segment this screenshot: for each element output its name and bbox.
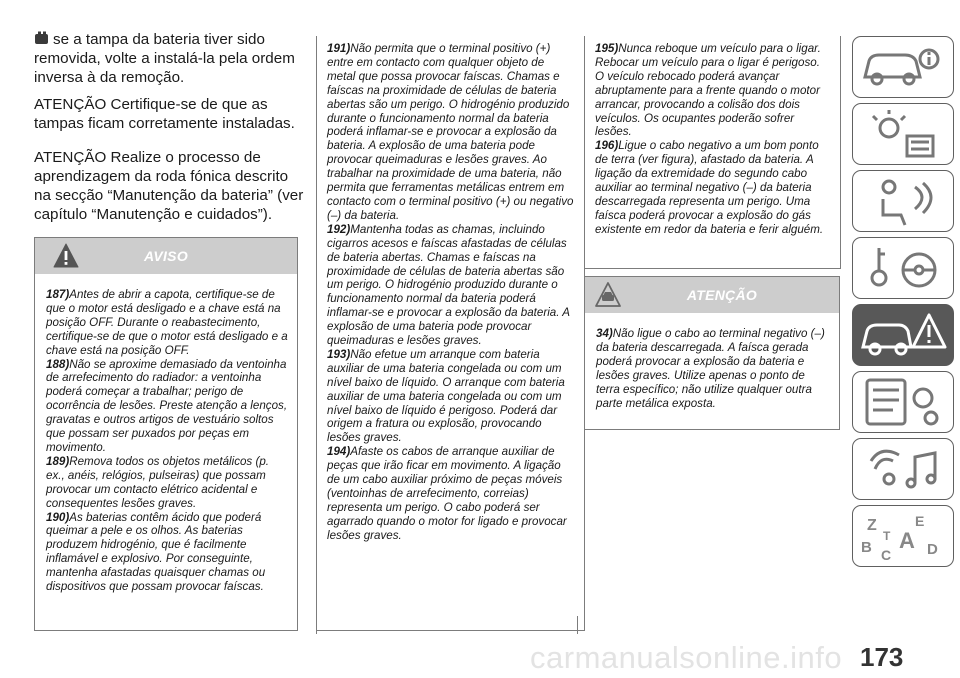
intro-paragraph-1: se a tampa da bateria tiver sido removida, volte a instalá-la pela ordem inversa à da remoção. <box>34 31 295 86</box>
page-number: 173 <box>860 642 904 672</box>
airbag-seat-icon[interactable] <box>852 170 954 232</box>
middle-warning-column <box>316 36 585 631</box>
column-divider <box>577 616 578 634</box>
maintenance-gear-icon[interactable] <box>852 371 954 433</box>
middle-item: 191)Não permita que o terminal positivo (+) entre em contacto com qualquer objeto de metal que possa provocar faíscas. Chamas e faíscas na proximidade de células de bateria abertas são um perigo. O hidrogénio produzido durante o funcionamento normal da bateria poderá inflamar-se e provocar a explosão da bateria. A explosão de uma bateria pode provocar queimaduras e lesões graves. Ao trabalhar na proximidade de uma bateria, não permita que ferramentas metálicas entrem em contacto com o terminal positivo (+) ou negativo (–) da bateria. <box>327 42 574 222</box>
dashboard-lights-icon[interactable] <box>852 103 954 165</box>
aviso-title: AVISO <box>143 248 189 264</box>
index-letter: Z <box>867 517 877 534</box>
aviso-body <box>35 274 297 602</box>
tick-bullet-icon <box>34 31 49 45</box>
intro-paragraph-3: ATENÇÃO Realize o processo de aprendizagem da roda fónica descrito na secção “Manutenção da bateria” (ver capítulo “Manutenção e cuidados”). <box>34 149 304 223</box>
aviso-header <box>35 238 297 274</box>
aviso-item: 188)Não se aproxime demasiado da ventoinha de arrefecimento do radiador: a ventoinha poderá começar a trabalhar; perigo de ocorrência de lesões. Preste atenção a lenços, gravatas e outros artigos de vestuário soltos que possam ser puxados por peças em movimento. <box>46 357 288 454</box>
intro-paragraph-2: ATENÇÃO Certifique-se de que as tampas ficam corretamente instaladas. <box>34 96 295 132</box>
atencao-body <box>585 313 839 418</box>
index-letter: C <box>881 547 892 563</box>
index-letter: B <box>861 539 872 556</box>
right-item: 196)Ligue o cabo negativo a um bom ponto de terra (ver figura), afastado da bateria. A ligação da extremidade do segundo cabo auxiliar ao terminal negativo (–) da bateria descarregada representa um perigo. Uma faísca poderá provocar a explosão do gás existente em redor da bateria e ferir alguém. <box>595 139 824 236</box>
atencao-caution-box <box>584 276 840 430</box>
aviso-item: 190)As baterias contêm ácido que poderá queimar a pele e os olhos. As baterias produzem hidrogénio, que é facilmente inflamável e explosivo. Por conseguinte, mantenha afastadas quaisquer chamas ou dispositivos que possam provocar faíscas. <box>46 510 266 594</box>
multimedia-icon[interactable] <box>852 438 954 500</box>
aviso-warning-box <box>34 237 298 631</box>
column-divider <box>316 616 317 634</box>
aviso-item: 187)Antes de abrir a capota, certifique-se de que o motor está desligado e a chave está na posição OFF. Durante o reabastecimento, certifique-se de que o motor está desligado e a chave está na posição OFF. <box>46 288 288 357</box>
index-letter: D <box>927 541 938 558</box>
alphabetical-index-icon[interactable] <box>852 505 954 567</box>
atencao-item: 34)Não ligue o cabo ao terminal negativo (–) da bateria descarregada. A faísca gerada poderá provocar a explosão da bateria e lesões graves. Utilize apenas o ponto de terra específico; não utilize qualquer outra parte metálica exposta. <box>596 327 825 410</box>
middle-item: 193)Não efetue um arranque com bateria auxiliar de uma bateria congelada ou com um nível baixo de líquido. O arranque com bateria auxiliar de uma bateria congelada ou com um nível baixo de líquido é perigoso. Poderá dar origem a fratura ou explosão, provocando lesões graves. <box>327 347 565 445</box>
watermark: carmanualsonline.info <box>530 640 843 675</box>
intro-text-column <box>34 30 304 239</box>
index-letter: E <box>915 513 925 529</box>
right-warning-column <box>584 36 841 269</box>
index-letter: A <box>899 528 915 553</box>
car-breakdown-icon[interactable] <box>852 304 954 366</box>
atencao-title: ATENÇÃO <box>686 287 758 303</box>
middle-item: 192)Mantenha todas as chamas, incluindo cigarros acesos e faíscas afastadas de células de bateria abertas. Chamas e faíscas na proximidade de células de bateria abertas são um perigo. O hidrogénio produzido durante o funcionamento normal da bateria poderá inflamar-se e provocar a explosão da bateria. A explosão de uma bateria pode provocar queimaduras e lesões graves. <box>327 222 570 348</box>
index-letter: T <box>883 529 891 543</box>
right-item: 195)Nunca reboque um veículo para o ligar. Rebocar um veículo para o ligar é perigoso. O veículo rebocado poderá avançar abruptamente para a frente quando o motor arrancar, provocando a colisão dos dois veículos. Os ocupantes poderão sofrer lesões. <box>595 42 821 139</box>
key-steering-wheel-icon[interactable] <box>852 237 954 299</box>
atencao-header <box>585 277 839 313</box>
middle-item: 194)Afaste os cabos de arranque auxiliar de peças que irão ficar em movimento. A ligação de um cabo auxiliar próximo de peças móveis (ventoinhas de arrefecimento, correias) representa um perigo. O cabo poderá ser agarrado quando o motor for ligado e provocar lesões graves. <box>327 445 567 542</box>
car-info-icon[interactable] <box>852 36 954 98</box>
aviso-item: 189)Remova todos os objetos metálicos (p. ex., anéis, relógios, pulseiras) que possam provocar um contacto elétrico acidental e consequentes lesões graves. <box>46 454 269 510</box>
